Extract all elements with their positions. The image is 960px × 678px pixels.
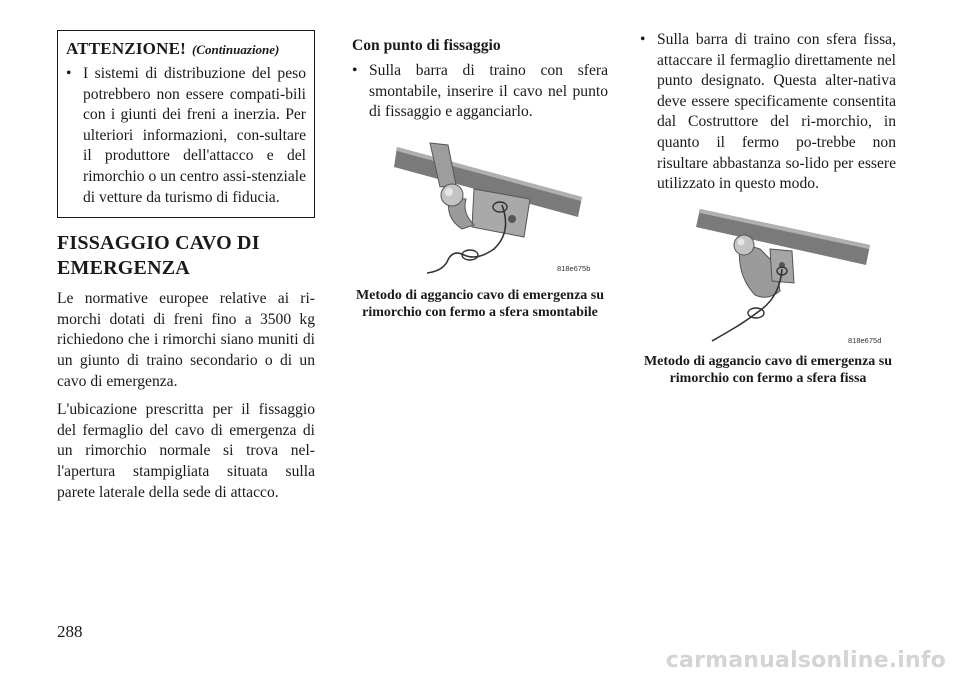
figure-removable-ball <box>352 137 608 277</box>
section-paragraph-2: L'ubicazione prescritta per il fissaggio del fermaglio del cavo di emergenza di un rimorchio normale si trova nel-l'apertura stampigliata situata sulla parete laterale della sede di attacco. <box>57 401 315 501</box>
figure-code: 818e675d <box>848 335 882 345</box>
section-title: FISSAGGIO CAVO DI EMERGENZA <box>57 232 260 280</box>
page-number: 288 <box>57 622 83 641</box>
tow-hitch-fixed-illustration <box>640 205 896 347</box>
middle-column <box>352 30 608 322</box>
left-column <box>57 30 315 511</box>
warning-box <box>57 30 315 218</box>
bullet-removable-ball-text: Sulla barra di traino con sfera smontabile, inserire il cavo nel punto di fissaggio e agganciarlo. <box>369 62 608 121</box>
tow-hitch-removable-illustration <box>352 137 608 277</box>
figure-code: 818e675b <box>557 263 591 273</box>
figure-fixed-ball <box>640 205 896 347</box>
bullet-dot: • <box>352 62 358 79</box>
right-column <box>640 30 896 388</box>
figure-caption-removable-ball: Metodo di aggancio cavo di emergenza su rimorchio con fermo a sfera smontabile <box>355 287 605 321</box>
warning-continuation: (Continuazione) <box>191 42 280 57</box>
subheading-fixing-point: Con punto di fissaggio <box>352 37 501 54</box>
bullet-dot: • <box>66 65 72 82</box>
section-paragraph-1: Le normative europee relative ai ri-morchi dotati di freni fino a 3500 kg richiedono che i rimorchi siano muniti di un giunto di traino secondario o di un cavo di emergenza. <box>57 290 315 390</box>
bullet-fixed-ball-text: Sulla barra di traino con sfera fissa, attaccare il fermaglio direttamente nel punto designato. Questa alter-nativa deve essere specificamente consentita dal Costruttore del ri-morchio, in quanto il fermo po-trebbe non risultare abbastanza so-lido per essere utilizzato in questo modo. <box>657 31 896 193</box>
watermark: carmanualsonline.info <box>665 648 946 673</box>
warning-title: ATTENZIONE! <box>66 39 186 58</box>
bullet-removable-ball <box>352 61 608 123</box>
warning-header <box>66 39 306 59</box>
bullet-fixed-ball <box>640 30 896 195</box>
figure-caption-fixed-ball: Metodo di aggancio cavo di emergenza su rimorchio con fermo a sfera fissa <box>643 353 893 387</box>
warning-bullet <box>66 64 306 208</box>
bullet-dot: • <box>640 31 646 48</box>
warning-bullet-text: I sistemi di distribuzione del peso potrebbero non essere compati-bili con i giunti dei freni a inerzia. Per ulteriori informazioni, con-sultare il produttore dell'attacco e del rimorchio o un centro assi-stenziale di vetture da turismo di fiducia. <box>83 65 306 206</box>
